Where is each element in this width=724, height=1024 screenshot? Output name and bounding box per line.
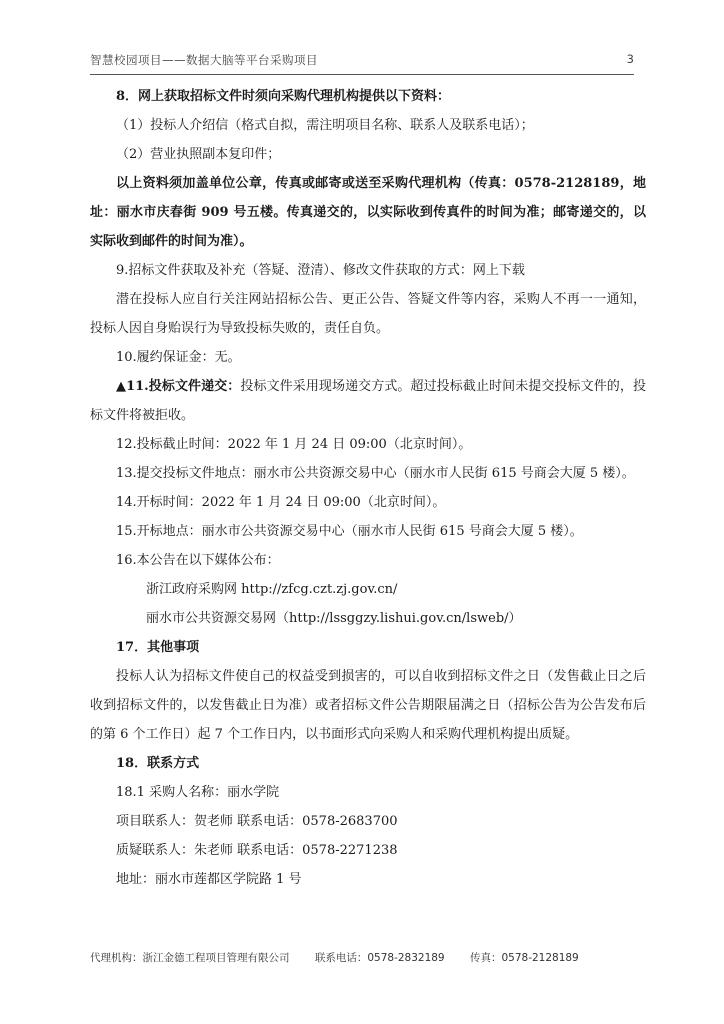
- media-link-zfcg: 浙江政府采购网 http://zfcg.czt.zj.gov.cn/: [146, 582, 398, 597]
- section-12: 12.投标截止时间：2022 年 1 月 24 日 09:00（北京时间）。: [116, 437, 472, 452]
- section-11: [90, 372, 646, 430]
- section-11-label: ▲11.投标文件递交：: [116, 379, 241, 394]
- section-18-heading: 18．联系方式: [116, 756, 200, 771]
- page-footer: [90, 950, 634, 965]
- section-8-item-1: （1）投标人介绍信（格式自拟，需注明项目名称、联系人及联系电话）；: [116, 118, 534, 133]
- section-18-1: 18.1 采购人名称：丽水学院: [116, 785, 280, 800]
- section-9-note: 潜在投标人应自行关注网站招标公告、更正公告、答疑文件等内容，采购人不再一一通知，投标人因自身贻误行为导致投标失败的，责任自负。: [90, 292, 646, 336]
- section-14: 14.开标时间：2022 年 1 月 24 日 09:00（北京时间）。: [116, 495, 446, 510]
- section-15: 15.开标地点：丽水市公共资源交易中心（丽水市人民街 615 号商会大厦 5 楼）。: [116, 524, 583, 539]
- page-header: [90, 48, 634, 75]
- section-17-heading: 17．其他事项: [116, 640, 200, 655]
- purchaser-address: 地址：丽水市莲都区学院路 1 号: [116, 872, 302, 887]
- project-contact: 项目联系人：贺老师 联系电话：0578-2683700: [116, 814, 398, 829]
- footer-agency: 代理机构：浙江金德工程项目管理有限公司: [90, 952, 290, 964]
- media-link-lssggzy: 丽水市公共资源交易网（http://lssggzy.lishui.gov.cn/lsweb/）: [146, 611, 522, 626]
- query-contact: 质疑联系人：朱老师 联系电话：0578-2271238: [116, 843, 398, 858]
- section-8-item-2: （2）营业执照副本复印件；: [116, 147, 281, 162]
- section-17-text: 投标人认为招标文件使自己的权益受到损害的，可以自收到招标文件之日（发售截止日之后收到招标文件的，以发售截止日为准）或者招标文件公告期限届满之日（招标公告为公告发布后的第 6 个工作日）起 7 个工作日内，以书面形式向采购人和采购代理机构提出质疑。: [90, 669, 646, 742]
- document-body: [90, 82, 646, 894]
- section-16: 16.本公告在以下媒体公布：: [116, 553, 280, 568]
- section-11-text: 投标文件采用现场递交方式。超过投标截止时间未提交投标文件的，投标文件将被拒收。: [90, 379, 646, 423]
- footer-fax: 传真：0578-2128189: [469, 952, 579, 964]
- section-9: 9.招标文件获取及补充（答疑、澄清）、修改文件获取的方式：网上下载: [116, 263, 525, 278]
- page-number: 3: [626, 52, 634, 66]
- document-title: 智慧校园项目——数据大脑等平台采购项目: [90, 53, 318, 67]
- section-8-heading: 8．网上获取招标文件时须向采购代理机构提供以下资料：: [116, 89, 451, 104]
- section-10: 10.履约保证金：无。: [116, 350, 241, 365]
- section-13: 13.提交投标文件地点：丽水市公共资源交易中心（丽水市人民街 615 号商会大厦 5 楼）。: [116, 466, 635, 481]
- section-8-notice: 以上资料须加盖单位公章，传真或邮寄或送至采购代理机构（传真：0578-2128189，地址：丽水市庆春街 909 号五楼。传真递交的，以实际收到传真件的时间为准；邮寄递交的，以实际收到邮件的时间为准）。: [90, 176, 646, 249]
- footer-phone: 联系电话：0578-2832189: [314, 952, 445, 964]
